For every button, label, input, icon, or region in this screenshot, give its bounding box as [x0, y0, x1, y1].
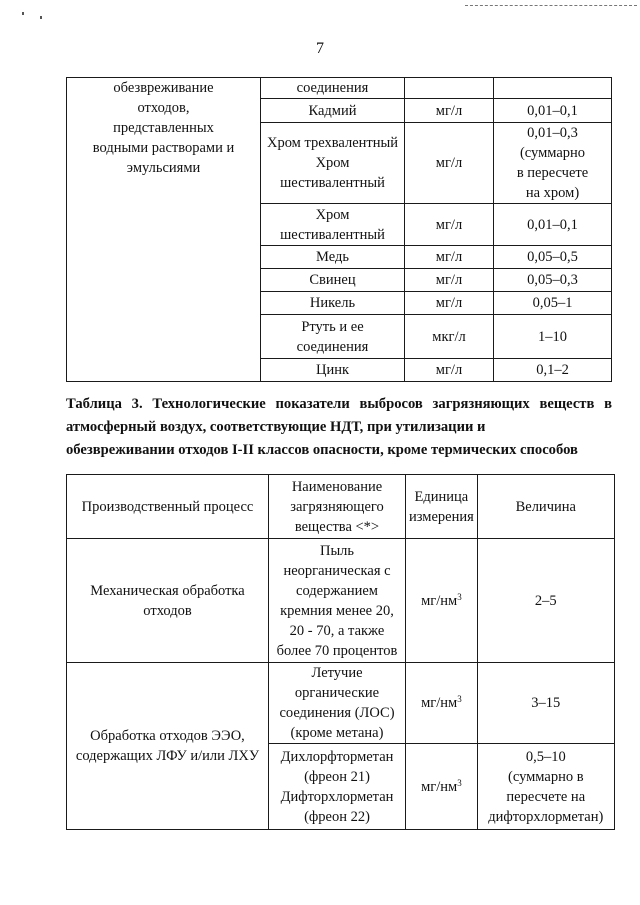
value-line: 0,01–0,1 [527, 102, 578, 119]
substance-line: Ртуть и ее [301, 318, 364, 335]
substance-line: шестивалентный [280, 175, 385, 191]
value-line: 0,5–10 [525, 748, 566, 765]
caption-line: Таблица 3. Технологические показатели выбросов загрязняющих веществ в [66, 396, 612, 412]
header-substance [269, 475, 406, 539]
table-row [67, 78, 612, 99]
header-rule [465, 5, 637, 6]
process-line: содержащих ЛФУ и/или ЛХУ [75, 748, 260, 764]
substance-line: Свинец [309, 272, 356, 288]
unit-text: мг/нм [421, 778, 458, 795]
scan-mark [40, 16, 42, 19]
substance-line: содержанием [296, 582, 378, 599]
unit-cell [406, 744, 478, 830]
header-line: Наименование [291, 478, 383, 495]
substance-cell [261, 292, 405, 315]
value-cell [494, 123, 612, 204]
unit-cell: мг/л [405, 123, 494, 204]
process-line: Механическая обработка [90, 582, 245, 599]
unit-cell: мкг/л [405, 315, 494, 359]
substance-cell [261, 99, 405, 123]
substance-line: Цинк [315, 362, 350, 378]
value-line: 0,01–0,1 [527, 216, 578, 233]
value-cell [494, 292, 612, 315]
value-cell [477, 744, 614, 830]
substance-cell [261, 315, 405, 359]
substance-line: Дифторхлорметан [280, 788, 394, 805]
value-line: пересчете на [506, 788, 586, 805]
header-line: измерения [409, 508, 474, 525]
page-number: 7 [316, 40, 324, 57]
process-line: обезвреживание [113, 80, 214, 96]
process-cell [67, 539, 269, 663]
value-line: 0,05–0,5 [527, 249, 578, 265]
value-line: в пересчете [516, 165, 589, 181]
unit-cell: мг/л [405, 204, 494, 246]
substance-line: Хром трехвалентный [266, 135, 398, 151]
substance-line: неорганическая с [283, 562, 391, 579]
value-cell [494, 78, 612, 99]
value-line: 0,05–1 [532, 295, 573, 311]
header-process [67, 475, 269, 539]
value-line: 0,01–0,3 [527, 125, 578, 141]
unit-cell [406, 663, 478, 744]
substance-line: (фреон 21) [304, 768, 370, 785]
value-line: на хром) [525, 185, 580, 201]
unit-cell: мг/л [405, 269, 494, 292]
unit-text: мг/нм [421, 695, 458, 711]
substance-cell [269, 539, 406, 663]
substance-line: соединения (ЛОС) [279, 705, 395, 721]
substance-line: соединения [296, 338, 369, 355]
process-line: водными растворами и [92, 140, 235, 156]
unit-superscript: 3 [457, 591, 462, 602]
table-3-header-row [67, 475, 615, 539]
table-row [67, 539, 615, 663]
substance-line: шестивалентный [280, 226, 385, 243]
value-line: (суммарно [519, 145, 586, 161]
header-process-text: Производственный процесс [81, 498, 254, 515]
unit-cell: мг/л [405, 99, 494, 123]
substance-line: органические [294, 685, 380, 701]
substance-cell [261, 269, 405, 292]
table-3 [66, 474, 615, 830]
process-line: эмульсиями [126, 160, 201, 176]
substance-cell [261, 78, 405, 99]
unit-cell: мг/л [405, 292, 494, 315]
unit-cell: мг/л [405, 246, 494, 269]
header-line: вещества <*> [294, 518, 380, 535]
table-3-caption [66, 393, 612, 462]
table-2-continuation [66, 77, 612, 382]
substance-line: более 70 процентов [276, 642, 398, 659]
header-line: загрязняющего [290, 498, 384, 515]
substance-line: Медь [316, 249, 349, 265]
value-cell [494, 359, 612, 382]
value-line: 3–15 [531, 695, 561, 711]
substance-line: Никель [309, 295, 356, 311]
value-cell [494, 99, 612, 123]
process-cell [67, 78, 261, 382]
value-cell [477, 539, 614, 663]
substance-line: (кроме метана) [290, 725, 384, 741]
process-line: представленных [113, 120, 214, 136]
unit-cell [406, 539, 478, 663]
process-line: Обработка отходов ЭЭО, [90, 728, 245, 744]
value-line: (суммарно в [508, 768, 584, 785]
unit-cell [405, 78, 494, 99]
unit-text: мг/нм [421, 592, 458, 609]
value-cell [494, 315, 612, 359]
substance-line: Хром [315, 155, 350, 171]
value-line: дифторхлорметан) [488, 808, 604, 825]
substance-line: 20 - 70, а также [289, 622, 385, 639]
substance-line: Пыль [319, 542, 355, 559]
substance-line: Дихлорфторметан [280, 748, 394, 765]
unit-superscript: 3 [457, 694, 462, 704]
substance-cell [261, 123, 405, 204]
substance-line: (фреон 22) [304, 808, 370, 825]
scan-mark [22, 12, 24, 15]
header-unit [406, 475, 478, 539]
value-line: 0,05–0,3 [527, 272, 578, 288]
substance-line: соединения [296, 80, 369, 96]
caption-line: атмосферный воздух, соответствующие НДТ, при утилизации и [66, 419, 486, 435]
process-line: отходов, [137, 100, 190, 116]
value-line: 2–5 [534, 592, 557, 609]
substance-line: Кадмий [308, 102, 357, 119]
value-cell [494, 246, 612, 269]
value-cell [477, 663, 614, 744]
table-row [67, 663, 615, 744]
substance-cell [269, 663, 406, 744]
unit-cell: мг/л [405, 359, 494, 382]
substance-cell [261, 204, 405, 246]
caption-line: обезвреживании отходов I-II классов опасности, кроме термических способов [66, 442, 578, 458]
header-value-text: Величина [515, 498, 576, 515]
unit-superscript: 3 [457, 777, 462, 788]
substance-cell [261, 246, 405, 269]
substance-cell [269, 744, 406, 830]
substance-cell [261, 359, 405, 382]
header-value [477, 475, 614, 539]
substance-line: Летучие [311, 665, 363, 681]
value-cell [494, 204, 612, 246]
process-line: отходов [143, 602, 192, 619]
value-line: 0,1–2 [536, 362, 569, 378]
substance-line: кремния менее 20, [280, 602, 394, 619]
value-line: 1–10 [538, 328, 567, 345]
header-line: Единица [414, 488, 469, 505]
substance-line: Хром [315, 206, 350, 223]
value-cell [494, 269, 612, 292]
process-cell [67, 663, 269, 830]
